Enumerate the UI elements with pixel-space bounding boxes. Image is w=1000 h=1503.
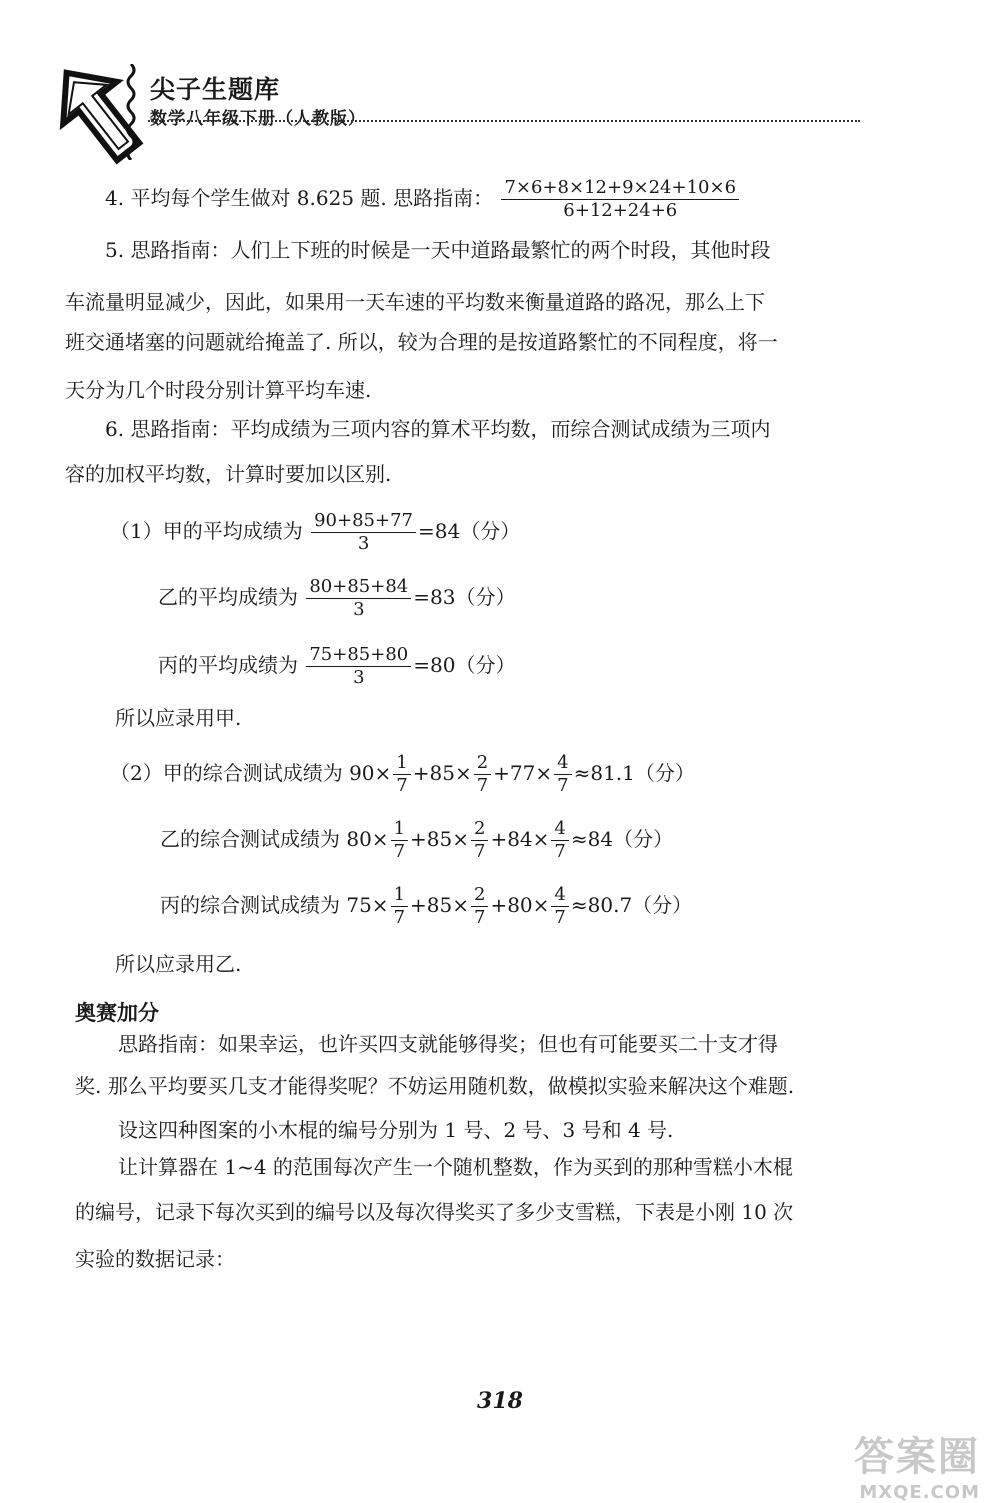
part2-bing-result: ≈80.7（分）: [570, 893, 693, 917]
fraction-four-sevenths: [554, 752, 571, 797]
part1-yi-label: 乙的平均成绩为: [158, 585, 298, 609]
question-5-line-1: 5. 思路指南：人们上下班的时候是一天中道路最繁忙的两个时段，其他时段: [105, 238, 771, 262]
fraction-two-sevenths: [471, 884, 488, 929]
fraction-numerator: 75+85+80: [306, 644, 411, 667]
part2-jia-label: （2）甲的综合测试成绩为 90×: [110, 761, 392, 785]
fraction-denominator: 7: [557, 775, 569, 796]
book-subtitle: 数学八年级下册（人教版）: [150, 109, 366, 129]
fraction-denominator: 7: [396, 775, 408, 796]
bonus-line-4: 让计算器在 1~4 的范围每次产生一个随机整数，作为买到的那种雪糕小木棍: [118, 1155, 793, 1179]
fraction-numerator: 2: [471, 884, 488, 907]
part2-jia-row: [110, 752, 695, 797]
fraction-numerator: 1: [391, 818, 408, 841]
header-dotted-rule: [148, 118, 860, 122]
wavy-divider-icon: [124, 64, 138, 160]
part2-jia-term3: +77×: [493, 761, 553, 785]
part2-yi-term3: +84×: [490, 827, 550, 851]
part1-yi-row: [158, 576, 515, 621]
question-4-text: 4. 平均每个学生做对 8.625 题. 思路指南：: [105, 186, 494, 210]
fraction-denominator: 7: [554, 907, 566, 928]
part1-bing-fraction: [306, 644, 411, 689]
fraction-denominator: 7: [474, 841, 486, 862]
part2-bing-label: 丙的综合测试成绩为 75×: [160, 893, 389, 917]
part2-yi-row: [160, 818, 673, 863]
fraction-numerator: 1: [393, 752, 410, 775]
fraction-numerator: 80+85+84: [306, 576, 411, 599]
book-title: 尖子生题库: [150, 75, 281, 104]
fraction-denominator: 3: [353, 667, 365, 688]
section-heading: 奥赛加分: [75, 1001, 159, 1025]
part2-yi-label: 乙的综合测试成绩为 80×: [160, 827, 389, 851]
part1-jia-label: （1）甲的平均成绩为: [110, 519, 303, 543]
fraction-one-seventh: [391, 884, 408, 929]
part2-yi-term2: +85×: [410, 827, 469, 851]
fraction-denominator: 3: [357, 533, 370, 554]
part1-jia-row: [110, 510, 520, 555]
page-number: 318: [477, 1388, 523, 1414]
bonus-line-3: 设这四种图案的小木棍的编号分别为 1 号、2 号、3 号和 4 号.: [118, 1118, 674, 1142]
fraction-numerator: 4: [554, 752, 571, 775]
question-5-line-4: 天分为几个时段分别计算平均车速.: [65, 378, 372, 402]
question-5-line-2: 车流量明显减少，因此，如果用一天车速的平均数来衡量道路的路况，那么上下: [65, 290, 765, 314]
fraction-two-sevenths: [474, 752, 491, 797]
fraction-denominator: 7: [393, 907, 406, 928]
question-6-line-1: 6. 思路指南：平均成绩为三项内容的算术平均数，而综合测试成绩为三项内: [105, 417, 771, 441]
watermark: [854, 1425, 980, 1503]
part1-bing-label: 丙的平均成绩为: [158, 653, 298, 677]
fraction-numerator: 90+85+77: [311, 510, 416, 533]
question-4-fraction: [501, 177, 739, 222]
fraction-one-seventh: [391, 818, 408, 863]
part2-bing-row: [160, 884, 692, 929]
question-6-line-2: 容的加权平均数，计算时要加以区别.: [65, 462, 392, 486]
question-4: [105, 177, 741, 222]
fraction-numerator: 2: [471, 818, 488, 841]
part1-conclusion: 所以应录用甲.: [115, 706, 242, 730]
bonus-line-5: 的编号，记录下每次买到的编号以及每次得奖买了多少支雪糕，下表是小刚 10 次: [75, 1200, 794, 1224]
fraction-two-sevenths: [471, 818, 488, 863]
bonus-line-6: 实验的数据记录：: [75, 1247, 235, 1271]
part2-yi-result: ≈84（分）: [570, 827, 674, 851]
part1-yi-fraction: [306, 576, 411, 621]
bonus-line-1: 思路指南：如果幸运，也许买四支就能够得奖；但也有可能要买二十支才得: [118, 1032, 778, 1056]
fraction-four-sevenths: [551, 818, 568, 863]
fraction-numerator: 4: [551, 884, 568, 907]
fraction-four-sevenths: [551, 884, 568, 929]
part2-bing-term2: +85×: [410, 893, 469, 917]
bonus-line-2: 奖. 那么平均要买几支才能得奖呢？不妨运用随机数，做模拟实验来解决这个难题.: [75, 1074, 795, 1098]
fraction-numerator: 7×6+8×12+9×24+10×6: [501, 177, 739, 200]
part2-jia-term2: +85×: [412, 761, 472, 785]
fraction-denominator: 7: [393, 841, 406, 862]
fraction-denominator: 7: [474, 907, 486, 928]
part1-yi-result: =83（分）: [413, 585, 516, 609]
part1-jia-fraction: [311, 510, 416, 555]
watermark-url: MXQE.COM: [859, 1482, 980, 1503]
fraction-numerator: 2: [474, 752, 491, 775]
fraction-denominator: 6+12+24+6: [563, 200, 678, 221]
part2-bing-term3: +80×: [490, 893, 550, 917]
fraction-denominator: 7: [476, 775, 489, 796]
question-5-line-3: 班交通堵塞的问题就给掩盖了. 所以，较为合理的是按道路繁忙的不同程度，将一: [65, 330, 778, 354]
fraction-one-seventh: [393, 752, 410, 797]
fraction-denominator: 3: [353, 599, 365, 620]
part2-jia-result: ≈81.1（分）: [573, 761, 695, 785]
part1-jia-result: =84（分）: [417, 519, 521, 543]
part1-bing-row: [158, 644, 515, 689]
part1-bing-result: =80（分）: [413, 653, 516, 677]
fraction-denominator: 7: [554, 841, 566, 862]
part2-conclusion: 所以应录用乙.: [115, 952, 242, 976]
fraction-numerator: 4: [551, 818, 568, 841]
watermark-brand: 答案圈: [854, 1434, 980, 1480]
fraction-numerator: 1: [391, 884, 408, 907]
